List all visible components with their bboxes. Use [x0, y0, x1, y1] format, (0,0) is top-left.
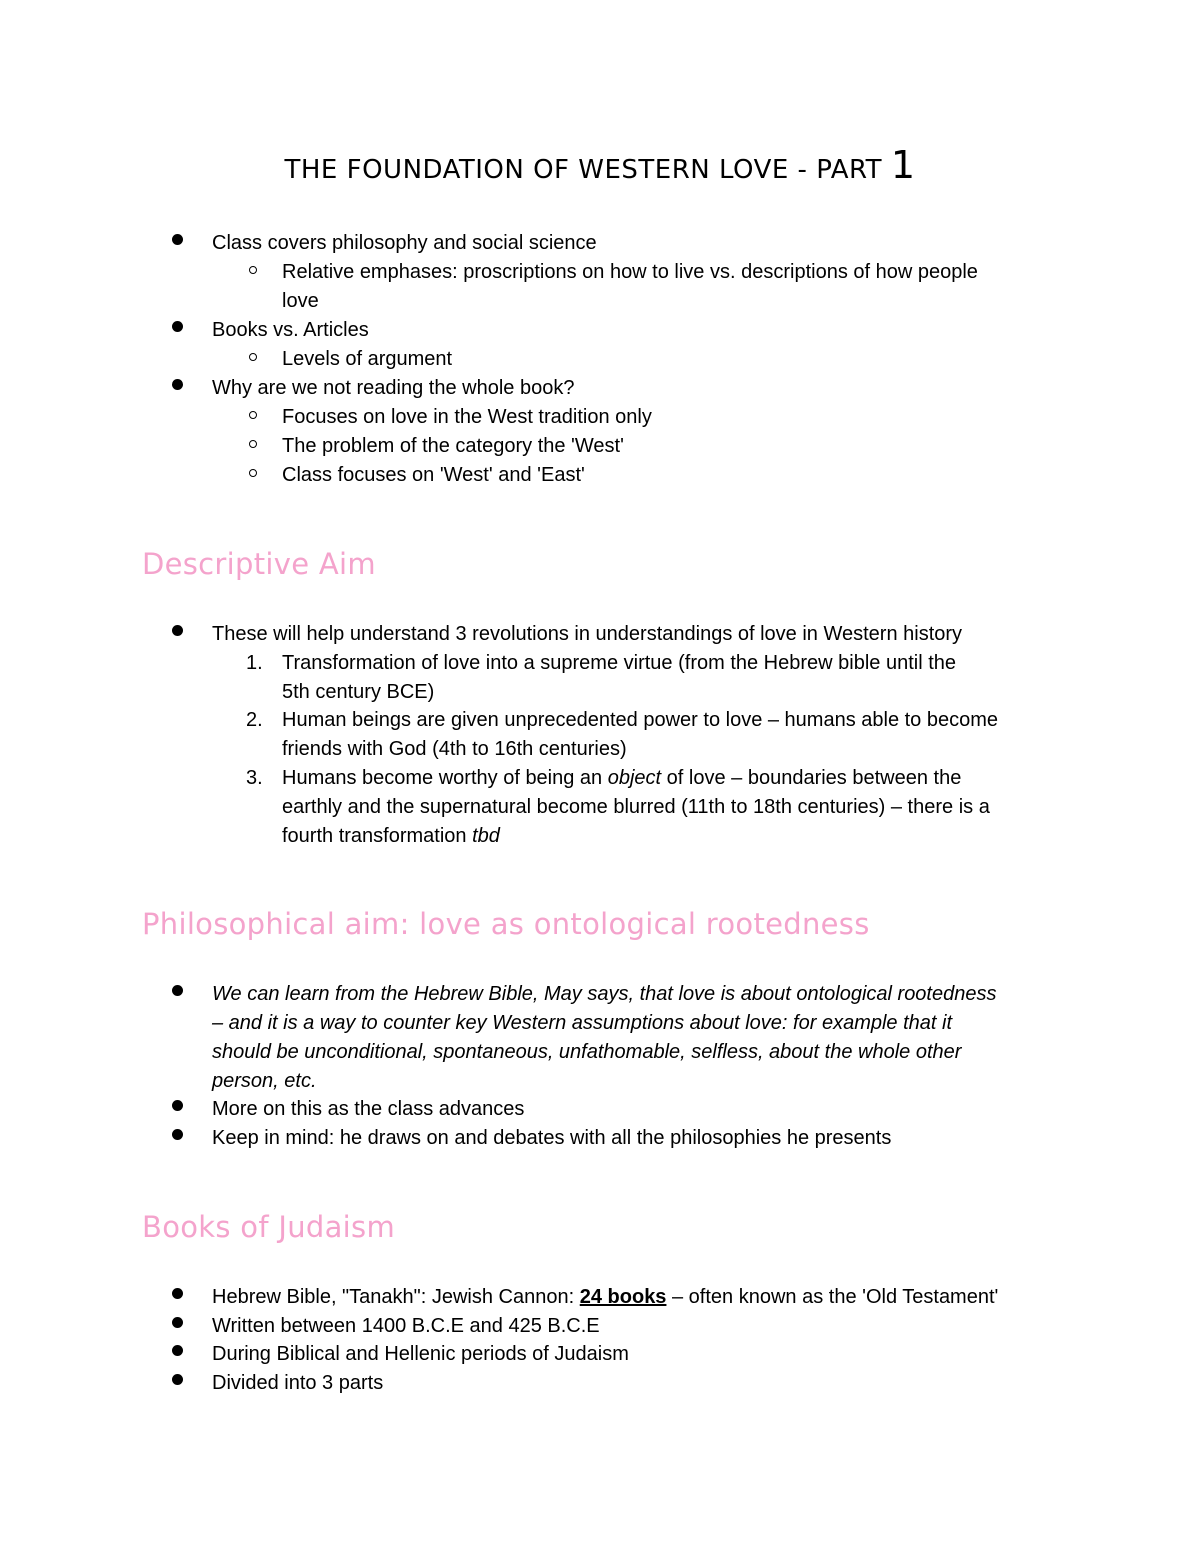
list-item: Human beings are given unprecedented power to love – humans able to become: [282, 709, 999, 731]
list-item-continued: 5th century BCE): [282, 681, 435, 703]
bullet-icon: [172, 1374, 183, 1385]
list-item-continued: person, etc.: [212, 1070, 317, 1092]
list-item-continued: [282, 822, 500, 851]
list-item-continued: – and it is a way to counter key Western assumptions about love: for example that it: [212, 1012, 953, 1034]
text-run: fourth transformation: [282, 825, 473, 847]
list-item: During Biblical and Hellenic periods of Judaism: [212, 1343, 629, 1365]
emphasis-text: object: [607, 767, 662, 789]
list-item: More on this as the class advances: [212, 1098, 525, 1120]
underlined-text: 24 books: [579, 1286, 667, 1308]
list-item: These will help understand 3 revolutions in understandings of love in Western history: [212, 623, 963, 645]
circle-bullet-icon: [249, 440, 257, 448]
bullet-icon: [172, 1288, 183, 1299]
list-item: Class covers philosophy and social science: [212, 232, 597, 254]
list-item: Focuses on love in the West tradition only: [282, 406, 652, 428]
title-part-number: 1: [890, 143, 916, 187]
document-title: [0, 143, 1200, 187]
bullet-icon: [172, 1317, 183, 1328]
list-number: 1.: [246, 652, 263, 674]
circle-bullet-icon: [249, 266, 257, 274]
bullet-icon: [172, 985, 183, 996]
circle-bullet-icon: [249, 411, 257, 419]
list-item: Relative emphases: proscriptions on how to live vs. descriptions of how people: [282, 261, 978, 283]
list-item: We can learn from the Hebrew Bible, May says, that love is about ontological rootedness: [212, 983, 997, 1005]
bullet-icon: [172, 1100, 183, 1111]
list-item: The problem of the category the 'West': [282, 435, 624, 457]
bullet-icon: [172, 379, 183, 390]
bullet-icon: [172, 1345, 183, 1356]
bullet-icon: [172, 1129, 183, 1140]
list-item: Books vs. Articles: [212, 319, 369, 341]
bullet-icon: [172, 321, 183, 332]
list-item: Class focuses on 'West' and 'East': [282, 464, 585, 486]
list-item-continued: love: [282, 290, 319, 312]
text-run: of love – boundaries between the: [661, 767, 962, 789]
circle-bullet-icon: [249, 469, 257, 477]
list-item: Levels of argument: [282, 348, 453, 370]
list-item: Divided into 3 parts: [212, 1372, 384, 1394]
emphasis-text: tbd: [472, 825, 500, 847]
list-item-continued: should be unconditional, spontaneous, unfathomable, selfless, about the whole other: [212, 1041, 962, 1063]
list-item: Why are we not reading the whole book?: [212, 377, 575, 399]
section-heading-descriptive-aim: Descriptive Aim: [142, 547, 376, 581]
text-run: – often known as the 'Old Testament': [666, 1286, 999, 1308]
section-heading-books-of-judaism: Books of Judaism: [142, 1210, 395, 1244]
list-item: [212, 1283, 998, 1312]
bullet-icon: [172, 234, 183, 245]
list-number: 3.: [246, 767, 263, 789]
circle-bullet-icon: [249, 353, 257, 361]
list-item: Transformation of love into a supreme virtue (from the Hebrew bible until the: [282, 652, 957, 674]
list-number: 2.: [246, 709, 263, 731]
list-item-continued: earthly and the supernatural become blurred (11th to 18th centuries) – there is a: [282, 796, 990, 818]
list-item: Written between 1400 B.C.E and 425 B.C.E: [212, 1315, 600, 1337]
text-run: Humans become worthy of being an: [282, 767, 608, 789]
list-item: Keep in mind: he draws on and debates with all the philosophies he presents: [212, 1127, 892, 1149]
title-text: THE FOUNDATION OF WESTERN LOVE - PART: [284, 155, 891, 185]
bullet-icon: [172, 625, 183, 636]
text-run: Hebrew Bible, "Tanakh": Jewish Cannon:: [212, 1286, 580, 1308]
list-item-continued: friends with God (4th to 16th centuries): [282, 738, 627, 760]
section-heading-philosophical-aim: Philosophical aim: love as ontological rootedness: [142, 907, 870, 941]
list-item: [282, 764, 961, 793]
